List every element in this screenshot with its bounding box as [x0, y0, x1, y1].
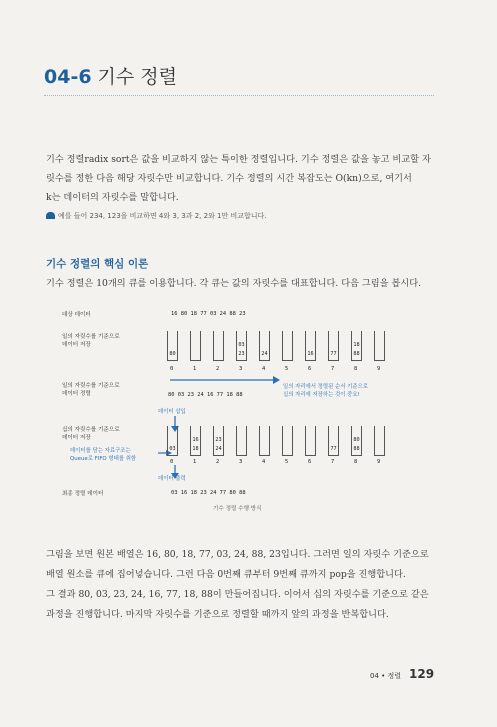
queue-index: 7 [331, 459, 335, 465]
queue-index: 4 [262, 366, 266, 372]
queue-bucket [236, 426, 247, 456]
output-label: 데이터 출력 [158, 476, 186, 482]
queue-bucket [374, 426, 385, 456]
queue-bucket [282, 331, 293, 361]
ones-store-label [62, 333, 120, 349]
body-line: 그림을 보면 원본 배열은 16, 80, 18, 77, 03, 24, 88, 23입니다. 그러면 일의 자릿수 기준으로 [46, 549, 429, 560]
ones-sorted-values: 80 03 23 24 16 77 18 88 [168, 392, 243, 398]
queue-index: 1 [193, 459, 197, 465]
queue-index: 9 [377, 459, 381, 465]
insert-label: 데이터 삽입 [158, 409, 186, 415]
queue-index: 2 [216, 459, 220, 465]
subintro: 기수 정렬은 10개의 큐를 이용합니다. 각 큐는 값의 자릿수를 대표합니다. 다음 그림을 봅시다. [46, 278, 422, 289]
note-line: 십의 자리에 저장하는 것이 중요! [283, 392, 360, 398]
queue-index: 0 [170, 459, 174, 465]
bucket-value: 16 [307, 351, 314, 357]
label-line: 십의 자릿수를 기준으로 [62, 427, 120, 433]
target-values: 16 80 18 77 03 24 88 23 [171, 311, 246, 317]
queue-index: 1 [193, 366, 197, 372]
queue-bucket [190, 331, 201, 361]
page-number: 129 [409, 667, 435, 681]
final-values: 03 16 18 23 24 77 80 88 [171, 490, 246, 496]
bucket-value: 77 [330, 351, 337, 357]
label-line: 일의 자릿수를 기준으로 [62, 383, 120, 389]
section-title-text: 기수 정렬 [97, 66, 178, 88]
bucket-value: 77 [330, 446, 337, 452]
queue-index: 6 [308, 459, 312, 465]
intro-paragraph [46, 150, 438, 207]
label-line: 일의 자릿수를 기준으로 [62, 334, 120, 340]
body-line: 그 결과 80, 03, 23, 24, 16, 77, 18, 88이 만들어집니다. 이어서 십의 자릿수를 기준으로 같은 [46, 589, 429, 600]
queue-bucket [305, 426, 316, 456]
queue-index: 5 [285, 366, 289, 372]
title-divider [44, 95, 434, 96]
queue-bucket [374, 331, 385, 361]
section-number: 04-6 [44, 66, 92, 88]
subheading: 기수 정렬의 핵심 이론 [46, 258, 149, 270]
bucket-value: 24 [261, 351, 268, 357]
note-line: 일의 자리에서 정렬된 순서 기준으로 [283, 384, 368, 390]
queue-index: 9 [377, 366, 381, 372]
bucket-value: 18 [192, 446, 199, 452]
bucket-value: 80 [169, 351, 176, 357]
bucket-value: 24 [215, 446, 222, 452]
target-label: 대상 데이터 [62, 312, 91, 318]
bucket-value: 88 [353, 446, 360, 452]
intro-line: 기수 정렬radix sort은 값을 비교하지 않는 특이한 정렬입니다. 기수 정렬은 값을 놓고 비교할 자 [46, 154, 431, 165]
queue-index: 3 [239, 366, 243, 372]
note-line: Queue로 FIFO 형태를 취함 [70, 456, 137, 462]
queue-index: 2 [216, 366, 220, 372]
queue-index: 4 [262, 459, 266, 465]
queue-bucket [259, 426, 270, 456]
bucket-value: 23 [238, 351, 245, 357]
bucket-value: 03 [169, 446, 176, 452]
queue-index: 8 [354, 366, 358, 372]
body-line: 배열 원소를 큐에 집어넣습니다. 그런 다음 0번째 큐부터 9번째 큐까지 pop을 진행합니다. [46, 569, 406, 580]
note [46, 211, 267, 221]
bucket-value: 23 [215, 437, 222, 443]
queue-bucket [282, 426, 293, 456]
queue-index: 6 [308, 366, 312, 372]
queue-index: 5 [285, 459, 289, 465]
intro-line: k는 데이터의 자릿수를 말합니다. [46, 192, 179, 203]
footer-chapter: 04 • 정렬 [370, 672, 402, 680]
queue-index: 3 [239, 459, 243, 465]
note-line: 데이터를 담는 자료구조는 [70, 448, 131, 454]
queue-note [70, 447, 136, 463]
section-title [44, 62, 177, 89]
label-line: 데이터 저장 [62, 435, 91, 441]
bucket-value: 88 [353, 351, 360, 357]
body-paragraph [46, 545, 438, 625]
bucket-value: 03 [238, 342, 245, 348]
ones-sort-label [62, 382, 120, 398]
diagram-caption: 기수 정렬 수행 방식 [213, 506, 262, 512]
bucket-value: 80 [353, 437, 360, 443]
body-line: 과정을 진행합니다. 마지막 자릿수를 기준으로 정렬할 때까지 앞의 과정을 반복합니다. [46, 609, 389, 620]
note-icon [46, 212, 55, 219]
label-line: 데이터 정렬 [62, 391, 91, 397]
intro-line: 릿수를 정한 다음 해당 자릿수만 비교합니다. 기수 정렬의 시간 복잡도는 O(kn)으로, 여기서 [46, 173, 412, 184]
note-text: 예를 들어 234, 123을 비교하면 4와 3, 3과 2, 2와 1만 비교합니다. [58, 212, 267, 220]
ones-note [283, 383, 368, 399]
tens-store-label [62, 426, 120, 442]
final-label: 최종 정렬 데이터 [62, 491, 104, 497]
queue-bucket [213, 331, 224, 361]
bucket-value: 18 [353, 342, 360, 348]
queue-index: 0 [170, 366, 174, 372]
label-line: 데이터 저장 [62, 342, 91, 348]
queue-index: 8 [354, 459, 358, 465]
arrow-right-icon [170, 376, 280, 384]
bucket-value: 16 [192, 437, 199, 443]
queue-index: 7 [331, 366, 335, 372]
